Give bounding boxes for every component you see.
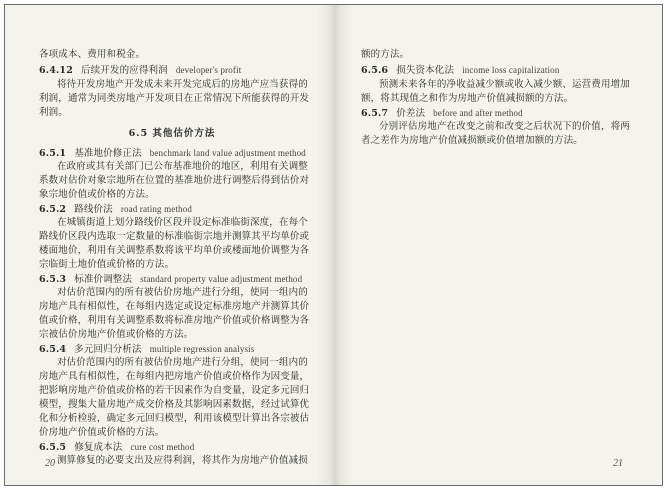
- clause-number: 6.5.6: [361, 65, 389, 76]
- clause-term: 损失资本化法: [396, 65, 455, 76]
- body-text-line: 值或价格，利用有关调整系数将标准房地产价值或价格调整为各: [39, 315, 310, 326]
- body-text-line: 路线价区段内选取一定数量的标准临街宗地并测算其平均单价或: [39, 231, 310, 242]
- clause-term: 路线价法: [74, 204, 113, 215]
- body-text-line: 楼面地价，利用有关调整系数将该平均单价或楼面地价调整为各: [39, 245, 310, 256]
- body-text-line: 利润。: [39, 107, 68, 118]
- body-text-line: 把影响房地产价值或价格的若干因素作为自变量，设定多元回归: [39, 385, 310, 396]
- body-text-line: 在政府或其有关部门已公布基准地价的地区，利用有关调整: [57, 161, 308, 172]
- body-text-line: 在城镇街道上划分路线价区段并设定标准临街深度，在每个: [57, 217, 308, 228]
- body-text-line: 利润，通常为同类房地产开发项目在正常情况下所能获得的开发: [39, 93, 310, 104]
- body-text-line: 宗被估价房地产价值或价格的方法。: [39, 329, 194, 340]
- clause-term: 多元回归分析法: [74, 344, 142, 355]
- clause-term: 价差法: [396, 108, 426, 119]
- clause-number: 6.5.2: [39, 204, 67, 215]
- clause-term: 后续开发的应得利润: [80, 65, 168, 76]
- body-text-line: 将待开发房地产开发成未来开发完成后的房地产应当获得的: [57, 79, 308, 90]
- body-text-line: 各项成本、费用和税金。: [39, 49, 146, 60]
- clause-heading: [39, 273, 302, 285]
- clause-term-english: income loss capitalization: [462, 65, 560, 75]
- clause-term: 基准地价修正法: [74, 148, 142, 159]
- clause-term-english: cure cost method: [130, 442, 195, 452]
- body-text-line: 系数对估价对象宗地所在位置的基准地价进行调整后得到估价对: [39, 175, 310, 186]
- clause-number: 6.5.4: [39, 344, 67, 355]
- clause-term-english: before and after method: [433, 108, 523, 118]
- clause-term-english: benchmark land value adjustment method: [149, 148, 306, 158]
- clause-heading: [361, 107, 523, 119]
- body-text-line: 分别评估房地产在改变之前和改变之后状况下的价值，将两: [379, 121, 630, 132]
- body-text-line: 额，将其现值之和作为房地产价值减损额的方法。: [361, 93, 574, 104]
- left-page-number: 20: [45, 458, 55, 469]
- body-text-line: 模型，搜集大量房地产成交价格及其影响因素数据，经过试算优: [39, 399, 310, 410]
- body-text-line: 房地产具有相似性，在每组内选定或设定标准房地产并测算其价: [39, 301, 310, 312]
- clause-heading: [39, 441, 194, 453]
- clause-heading: [39, 203, 192, 215]
- clause-heading: [361, 64, 559, 76]
- section-heading: 6.5 其他估价方法: [128, 128, 216, 139]
- clause-term: 标准价调整法: [74, 274, 133, 285]
- clause-heading: [39, 147, 306, 159]
- body-text-line: 对估价范围内的所有被估价房地产进行分组，使同一组内的: [57, 357, 308, 368]
- body-text-line: 测算修复的必要支出及应得利润，将其作为房地产价值减损: [57, 455, 308, 466]
- body-text-line: 房地产具有相似性，在每组内把房地产价值或价格作为因变量，: [39, 371, 310, 382]
- clause-term-english: road rating method: [120, 204, 192, 214]
- book-spread: [4, 4, 663, 486]
- clause-heading: [39, 64, 241, 76]
- clause-number: 6.4.12: [39, 65, 73, 76]
- body-text-line: 价房地产价值或价格的方法。: [39, 427, 165, 438]
- body-text-line: 化和分析检验，确定多元回归模型，利用该模型计算出各宗被估: [39, 413, 310, 424]
- right-page-number: 21: [613, 458, 623, 469]
- clause-number: 6.5.1: [39, 148, 67, 159]
- body-text-line: 者之差作为房地产价值减损额或价值增加额的方法。: [361, 135, 583, 146]
- body-text-line: 象宗地价值或价格的方法。: [39, 189, 155, 200]
- body-text-line: 预测未来各年的净收益减少额或收入减少额、运营费用增加: [379, 79, 630, 90]
- body-text-line: 对估价范围内的所有被估价房地产进行分组，使同一组内的: [57, 287, 308, 298]
- book-gutter: [317, 5, 353, 485]
- clause-heading: [39, 343, 254, 355]
- clause-term-english: developer's profit: [175, 65, 242, 75]
- clause-number: 6.5.7: [361, 108, 389, 119]
- body-text-line: 宗临街土地价值或价格的方法。: [39, 259, 175, 270]
- clause-term-english: standard property value adjustment method: [140, 274, 303, 284]
- clause-term-english: multiple regression analysis: [149, 344, 255, 354]
- clause-number: 6.5.5: [39, 442, 67, 453]
- clause-term: 修复成本法: [74, 442, 123, 453]
- body-text-line: 额的方法。: [361, 49, 410, 60]
- clause-number: 6.5.3: [39, 274, 67, 285]
